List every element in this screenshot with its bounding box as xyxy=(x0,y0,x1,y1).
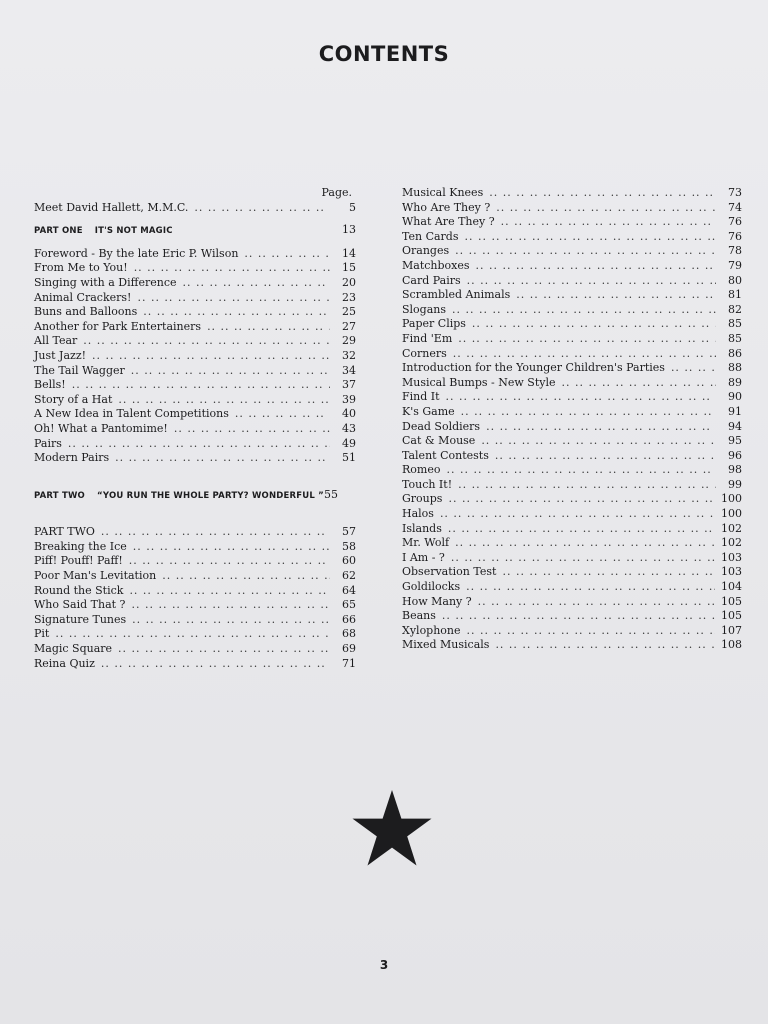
toc-leader-dots xyxy=(561,376,716,391)
toc-entry-title: Story of a Hat xyxy=(34,392,113,406)
toc-entry xyxy=(402,478,742,493)
part-two-list xyxy=(34,525,356,671)
toc-entry-page: 95 xyxy=(728,434,742,448)
toc-entry-title: Groups xyxy=(402,492,443,506)
toc-leader-dots xyxy=(478,595,715,610)
toc-entry xyxy=(34,305,356,320)
toc-entry-title: Card Pairs xyxy=(402,273,461,287)
contents-left-column xyxy=(34,186,356,671)
toc-leader-dots xyxy=(451,551,715,566)
toc-leader-dots xyxy=(129,554,330,569)
toc-entry-title: Dead Soldiers xyxy=(402,419,481,433)
toc-entry-page: 20 xyxy=(342,275,356,289)
toc-leader-dots xyxy=(453,347,716,362)
toc-entry-page: 103 xyxy=(721,550,742,564)
toc-leader-dots xyxy=(455,244,716,259)
toc-entry xyxy=(402,259,742,274)
toc-entry-title: Observation Test xyxy=(402,565,497,579)
toc-entry-page: 80 xyxy=(728,273,742,287)
toc-entry-title: Another for Park Entertainers xyxy=(34,319,202,333)
toc-entry-page: 82 xyxy=(728,302,742,316)
toc-leader-dots xyxy=(174,422,330,437)
toc-entry-page: 99 xyxy=(728,477,742,491)
toc-entry xyxy=(34,584,356,599)
toc-entry xyxy=(34,525,356,540)
toc-entry-title: Matchboxes xyxy=(402,258,470,272)
toc-entry-page: 86 xyxy=(728,346,742,360)
toc-leader-dots xyxy=(448,492,715,507)
toc-entry xyxy=(34,642,356,657)
toc-leader-dots xyxy=(502,565,715,580)
toc-entry-title: From Me to You! xyxy=(34,261,128,275)
toc-entry xyxy=(402,624,742,639)
toc-entry-page: 39 xyxy=(342,392,356,406)
toc-entry-page: 69 xyxy=(342,642,356,656)
toc-entry xyxy=(34,598,356,613)
toc-leader-dots xyxy=(143,305,330,320)
toc-entry-title: Halos xyxy=(402,507,434,521)
toc-entry-page: 23 xyxy=(342,290,356,304)
toc-entry-page: 104 xyxy=(721,580,742,594)
toc-entry xyxy=(402,492,742,507)
toc-entry xyxy=(402,317,742,332)
toc-entry xyxy=(34,276,356,291)
toc-entry xyxy=(402,347,742,362)
toc-leader-dots xyxy=(101,525,330,540)
toc-entry xyxy=(34,320,356,335)
toc-entry-title: Magic Square xyxy=(34,642,113,656)
toc-entry-title: I Am - ? xyxy=(402,550,445,564)
toc-leader-dots xyxy=(137,291,330,306)
toc-entry-title: All Tear xyxy=(34,334,78,348)
toc-leader-dots xyxy=(466,580,715,595)
toc-entry-page: 5 xyxy=(349,200,356,214)
toc-entry xyxy=(34,261,356,276)
toc-entry-page: 100 xyxy=(721,492,742,506)
toc-entry-title: Introduction for the Younger Children's Parties xyxy=(402,361,665,375)
toc-entry-page: 102 xyxy=(721,536,742,550)
toc-entry-page: 85 xyxy=(728,317,742,331)
toc-entry xyxy=(402,201,742,216)
toc-entry-title: Ten Cards xyxy=(402,229,459,243)
toc-leader-dots xyxy=(129,584,330,599)
toc-entry-page: 66 xyxy=(342,612,356,626)
toc-entry-page: 71 xyxy=(342,656,356,670)
toc-entry xyxy=(34,540,356,555)
toc-entry-title: Singing with a Difference xyxy=(34,275,177,289)
toc-leader-dots xyxy=(461,405,716,420)
toc-entry-title: Paper Clips xyxy=(402,317,466,331)
toc-entry xyxy=(402,186,742,201)
page-column-header: Page. xyxy=(321,186,352,199)
toc-entry xyxy=(402,434,742,449)
toc-leader-dots xyxy=(68,437,330,452)
toc-entry-title: How Many ? xyxy=(402,594,472,608)
contents-right-column xyxy=(402,186,742,653)
toc-entry xyxy=(402,507,742,522)
toc-entry-title: Find 'Em xyxy=(402,331,453,345)
toc-entry xyxy=(402,215,742,230)
toc-entry-title: Pairs xyxy=(34,436,62,450)
toc-entry-page: 74 xyxy=(728,200,742,214)
toc-entry-page: 76 xyxy=(728,229,742,243)
toc-leader-dots xyxy=(452,303,716,318)
toc-entry xyxy=(402,463,742,478)
toc-leader-dots xyxy=(118,642,330,657)
toc-leader-dots xyxy=(131,598,330,613)
toc-entry-page: 29 xyxy=(342,334,356,348)
toc-entry-title: Beans xyxy=(402,609,436,623)
toc-entry-page: 25 xyxy=(342,305,356,319)
toc-entry-page: 15 xyxy=(342,261,356,275)
toc-entry-title: Who Are They ? xyxy=(402,200,491,214)
toc-leader-dots xyxy=(133,540,330,555)
toc-leader-dots xyxy=(162,569,330,584)
toc-entry-page: 102 xyxy=(721,521,742,535)
toc-entry-page: 49 xyxy=(342,436,356,450)
toc-entry-title: Oh! What a Pantomime! xyxy=(34,421,168,435)
toc-entry-page: 51 xyxy=(342,451,356,465)
toc-entry-title: PART TWO xyxy=(34,525,95,539)
toc-entry xyxy=(34,613,356,628)
toc-entry-page: 88 xyxy=(728,361,742,375)
toc-entry-title: Scrambled Animals xyxy=(402,288,511,302)
toc-entry xyxy=(34,334,356,349)
toc-leader-dots xyxy=(458,332,716,347)
toc-entry xyxy=(34,291,356,306)
toc-entry-page: 107 xyxy=(721,623,742,637)
toc-entry-title: Mixed Musicals xyxy=(402,638,490,652)
toc-entry xyxy=(34,569,356,584)
toc-entry-page: 27 xyxy=(342,319,356,333)
toc-entry xyxy=(34,393,356,408)
toc-entry-title: K's Game xyxy=(402,404,455,418)
toc-entry-title: Poor Man's Levitation xyxy=(34,569,157,583)
toc-leader-dots xyxy=(495,638,715,653)
toc-entry-page: 90 xyxy=(728,390,742,404)
toc-entry-page: 13 xyxy=(342,223,356,237)
part-one-heading xyxy=(34,223,356,239)
toc-leader-dots xyxy=(235,407,330,422)
toc-entry xyxy=(402,638,742,653)
toc-entry-page: 57 xyxy=(342,525,356,539)
toc-entry xyxy=(402,244,742,259)
toc-entry-title: Romeo xyxy=(402,463,441,477)
toc-entry-title: Round the Stick xyxy=(34,583,124,597)
toc-entry-title: Musical Knees xyxy=(402,186,484,199)
toc-entry-page: 79 xyxy=(728,258,742,272)
toc-entry-page: 65 xyxy=(342,598,356,612)
toc-entry-page: 100 xyxy=(721,507,742,521)
toc-leader-dots xyxy=(467,274,716,289)
toc-leader-dots xyxy=(455,536,715,551)
toc-entry-page: 37 xyxy=(342,378,356,392)
toc-leader-dots xyxy=(448,522,715,537)
toc-leader-dots xyxy=(489,186,716,201)
toc-entry xyxy=(402,565,742,580)
toc-entry-title: Signature Tunes xyxy=(34,612,127,626)
toc-entry-title: Pit xyxy=(34,627,50,641)
toc-leader-dots xyxy=(465,230,717,245)
toc-entry xyxy=(402,522,742,537)
toc-entry xyxy=(402,303,742,318)
toc-entry-page: 34 xyxy=(342,363,356,377)
toc-entry-page: 94 xyxy=(728,419,742,433)
toc-entry xyxy=(402,420,742,435)
toc-leader-dots xyxy=(495,449,716,464)
part-two-subtitle: “YOU RUN THE WHOLE PARTY? WONDERFUL ” xyxy=(96,490,324,501)
toc-entry-title: Mr. Wolf xyxy=(402,536,450,550)
toc-leader-dots xyxy=(118,393,330,408)
toc-entry-title: Buns and Balloons xyxy=(34,305,138,319)
toc-entry-title: Foreword - By the late Eric P. Wilson xyxy=(34,246,239,260)
toc-leader-dots xyxy=(101,657,330,672)
toc-leader-dots xyxy=(92,349,330,364)
toc-entry-page: 55 xyxy=(323,487,338,501)
toc-leader-dots xyxy=(467,624,715,639)
toc-entry-page: 98 xyxy=(728,463,742,477)
toc-entry-title: Modern Pairs xyxy=(34,451,110,465)
toc-leader-dots xyxy=(442,609,715,624)
toc-leader-dots xyxy=(476,259,716,274)
toc-entry-page: 62 xyxy=(342,569,356,583)
toc-leader-dots xyxy=(207,320,330,335)
toc-entry-page: 108 xyxy=(721,638,742,652)
part-one-subtitle: IT'S NOT MAGIC xyxy=(94,226,173,237)
toc-leader-dots xyxy=(446,390,716,405)
toc-entry-page: 14 xyxy=(342,246,356,260)
toc-entry xyxy=(402,376,742,391)
toc-leader-dots xyxy=(472,317,716,332)
toc-leader-dots xyxy=(83,334,330,349)
toc-leader-dots xyxy=(194,201,330,216)
part-two-label: PART TWO xyxy=(34,490,85,501)
toc-entry-title: Bells! xyxy=(34,378,66,392)
toc-entry xyxy=(34,378,356,393)
toc-leader-dots xyxy=(486,420,716,435)
toc-entry-page: 58 xyxy=(342,539,356,553)
toc-leader-dots xyxy=(501,215,716,230)
toc-entry-title: Reina Quiz xyxy=(34,656,95,670)
toc-leader-dots xyxy=(131,364,330,379)
toc-entry xyxy=(402,230,742,245)
toc-entry-title: Touch It! xyxy=(402,477,453,491)
part-one-label: PART ONE xyxy=(34,226,83,237)
toc-entry-page: 81 xyxy=(728,288,742,302)
toc-entry xyxy=(34,451,356,466)
toc-leader-dots xyxy=(516,288,716,303)
toc-entry-page: 91 xyxy=(728,404,742,418)
toc-entry-title: Just Jazz! xyxy=(34,348,87,362)
part-two-heading xyxy=(34,488,356,504)
toc-entry-title: Xylophone xyxy=(402,623,461,637)
toc-entry-title: Meet David Hallett, M.M.C. xyxy=(34,200,189,214)
toc-leader-dots xyxy=(115,451,330,466)
toc-entry-page: 68 xyxy=(342,627,356,641)
toc-entry xyxy=(402,332,742,347)
toc-entry-title: What Are They ? xyxy=(402,215,495,229)
toc-entry-title: Animal Crackers! xyxy=(34,290,132,304)
toc-entry-title: Corners xyxy=(402,346,447,360)
toc-entry xyxy=(34,657,356,672)
toc-leader-dots xyxy=(134,261,330,276)
toc-entry-page: 103 xyxy=(721,565,742,579)
toc-entry xyxy=(34,407,356,422)
toc-entry xyxy=(402,274,742,289)
toc-entry-page: 85 xyxy=(728,331,742,345)
toc-entry-title: Islands xyxy=(402,521,442,535)
toc-leader-dots xyxy=(72,378,330,393)
toc-entry-title: A New Idea in Talent Competitions xyxy=(34,407,229,421)
toc-entry xyxy=(34,364,356,379)
toc-entry xyxy=(34,437,356,452)
toc-entry xyxy=(34,627,356,642)
toc-entry-page: 105 xyxy=(721,594,742,608)
toc-leader-dots xyxy=(132,613,330,628)
right-column-list xyxy=(402,186,742,653)
toc-entry-page: 60 xyxy=(342,554,356,568)
toc-leader-dots xyxy=(458,478,716,493)
toc-entry xyxy=(402,361,742,376)
toc-entry-title: Musical Bumps - New Style xyxy=(402,375,556,389)
toc-leader-dots xyxy=(446,463,716,478)
toc-entry xyxy=(402,551,742,566)
toc-entry xyxy=(402,288,742,303)
toc-leader-dots xyxy=(55,627,330,642)
toc-entry xyxy=(402,449,742,464)
toc-entry-title: Goldilocks xyxy=(402,580,461,594)
toc-entry-title: Find It xyxy=(402,390,440,404)
toc-entry-page: 64 xyxy=(342,583,356,597)
toc-entry xyxy=(402,580,742,595)
toc-entry-page: 78 xyxy=(728,244,742,258)
toc-entry xyxy=(402,405,742,420)
toc-leader-dots xyxy=(244,247,330,262)
toc-entry-page: 89 xyxy=(728,375,742,389)
star-icon xyxy=(352,790,432,866)
toc-entry-title: Oranges xyxy=(402,244,450,258)
toc-entry-title: Talent Contests xyxy=(402,448,489,462)
toc-entry xyxy=(402,595,742,610)
toc-entry-page: 96 xyxy=(728,448,742,462)
page-title: CONTENTS xyxy=(318,42,450,66)
toc-entry xyxy=(402,609,742,624)
page-number: 3 xyxy=(379,958,389,972)
toc-leader-dots xyxy=(496,201,716,216)
toc-entry-title: Breaking the Ice xyxy=(34,539,127,553)
toc-entry-title: Cat & Mouse xyxy=(402,434,476,448)
toc-entry xyxy=(34,247,356,262)
toc-entry-page: 105 xyxy=(721,609,742,623)
toc-entry-title: The Tail Wagger xyxy=(34,363,125,377)
toc-entry xyxy=(402,390,742,405)
toc-leader-dots xyxy=(440,507,715,522)
toc-entry xyxy=(402,536,742,551)
toc-entry xyxy=(34,554,356,569)
toc-leader-dots xyxy=(481,434,716,449)
toc-entry-page: 73 xyxy=(728,186,742,199)
toc-leader-dots xyxy=(183,276,331,291)
toc-entry xyxy=(34,201,356,216)
toc-entry-page: 76 xyxy=(728,215,742,229)
toc-entry-title: Piff! Pouff! Paff! xyxy=(34,554,123,568)
toc-leader-dots xyxy=(671,361,716,376)
toc-entry-page: 40 xyxy=(342,407,356,421)
toc-entry xyxy=(34,422,356,437)
toc-entry-title: Slogans xyxy=(402,302,447,316)
toc-entry-page: 32 xyxy=(342,348,356,362)
toc-entry xyxy=(34,349,356,364)
toc-entry-page: 43 xyxy=(342,421,356,435)
part-one-list xyxy=(34,247,356,466)
toc-entry-title: Who Said That ? xyxy=(34,598,126,612)
